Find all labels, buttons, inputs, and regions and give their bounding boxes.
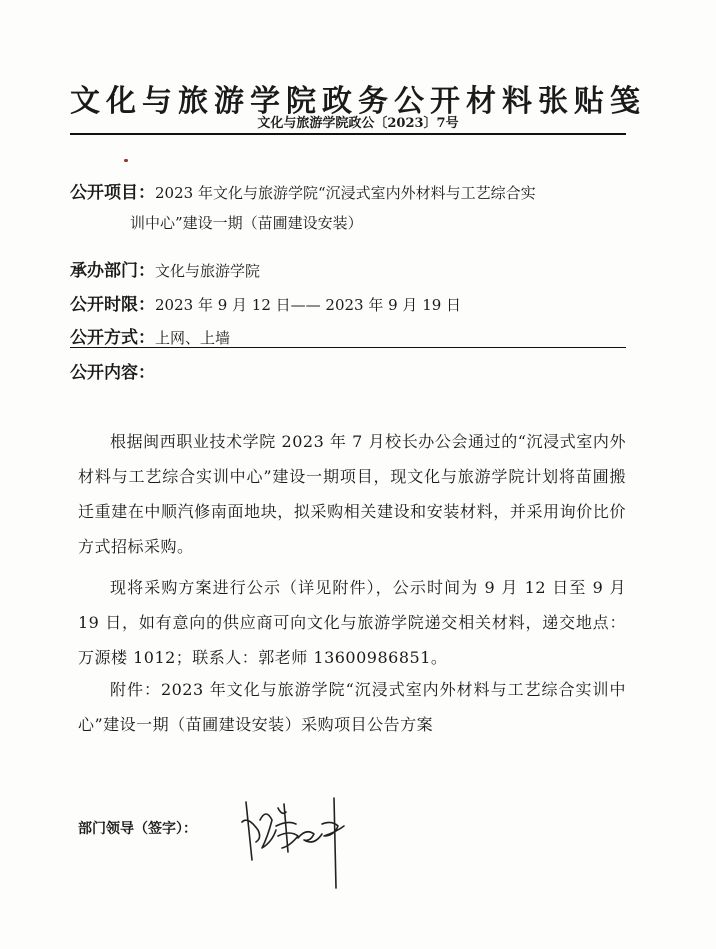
method-label: 公开方式：: [70, 328, 155, 348]
method-row: [70, 323, 230, 348]
attachment-paragraph: 附件：2023 年文化与旅游学院“沉浸式室内外材料与工艺综合实训中心”建设一期（苗圃建设安装）采购项目公告方案: [78, 680, 626, 734]
handwritten-signature: [238, 790, 368, 890]
project-value: 2023 年文化与旅游学院“沉浸式室内外材料与工艺综合实: [155, 184, 536, 202]
period-label: 公开时限：: [70, 295, 155, 315]
body-paragraph-1: 根据闽西职业技术学院 2023 年 7 月校长办公会通过的“沉浸式室内外材料与工艺综合实训中心”建设一期项目，现文化与旅游学院计划将苗圃搬迁重建在中顺汽修南面地块，拟采购相关建设和安装材料，并采用询价比价方式招标采购。: [78, 432, 626, 556]
department-value: 文化与旅游学院: [155, 262, 261, 280]
signature-label: 部门领导（签字）：: [78, 821, 197, 837]
department-label: 承办部门：: [70, 261, 155, 281]
method-value: 上网、上墙: [155, 329, 231, 347]
header-divider: [70, 133, 626, 135]
content-row: [70, 358, 155, 383]
document-number: 文化与旅游学院政公〔2023〕7号: [257, 116, 459, 131]
project-row-continued: [130, 212, 363, 233]
meta-divider: [70, 347, 626, 348]
department-row: [70, 256, 260, 281]
project-label: 公开项目：: [70, 183, 155, 203]
body-paragraph-2: 现将采购方案进行公示（详见附件），公示时间为 9 月 12 日至 9 月 19 日，如有意向的供应商可向文化与旅游学院递交相关材料，递交地点：万源楼 1012；联系人：郭老师 13600986851。: [78, 578, 626, 667]
period-row: [70, 290, 461, 315]
content-label: 公开内容：: [70, 363, 155, 383]
ink-speck: [124, 159, 128, 162]
document-title: 文化与旅游学院政务公开材料张贴笺: [70, 84, 646, 119]
period-value: 2023 年 9 月 12 日—— 2023 年 9 月 19 日: [155, 296, 462, 314]
project-row: [70, 178, 536, 203]
project-value-continued: 训中心”建设一期（苗圃建设安装）: [130, 214, 363, 232]
